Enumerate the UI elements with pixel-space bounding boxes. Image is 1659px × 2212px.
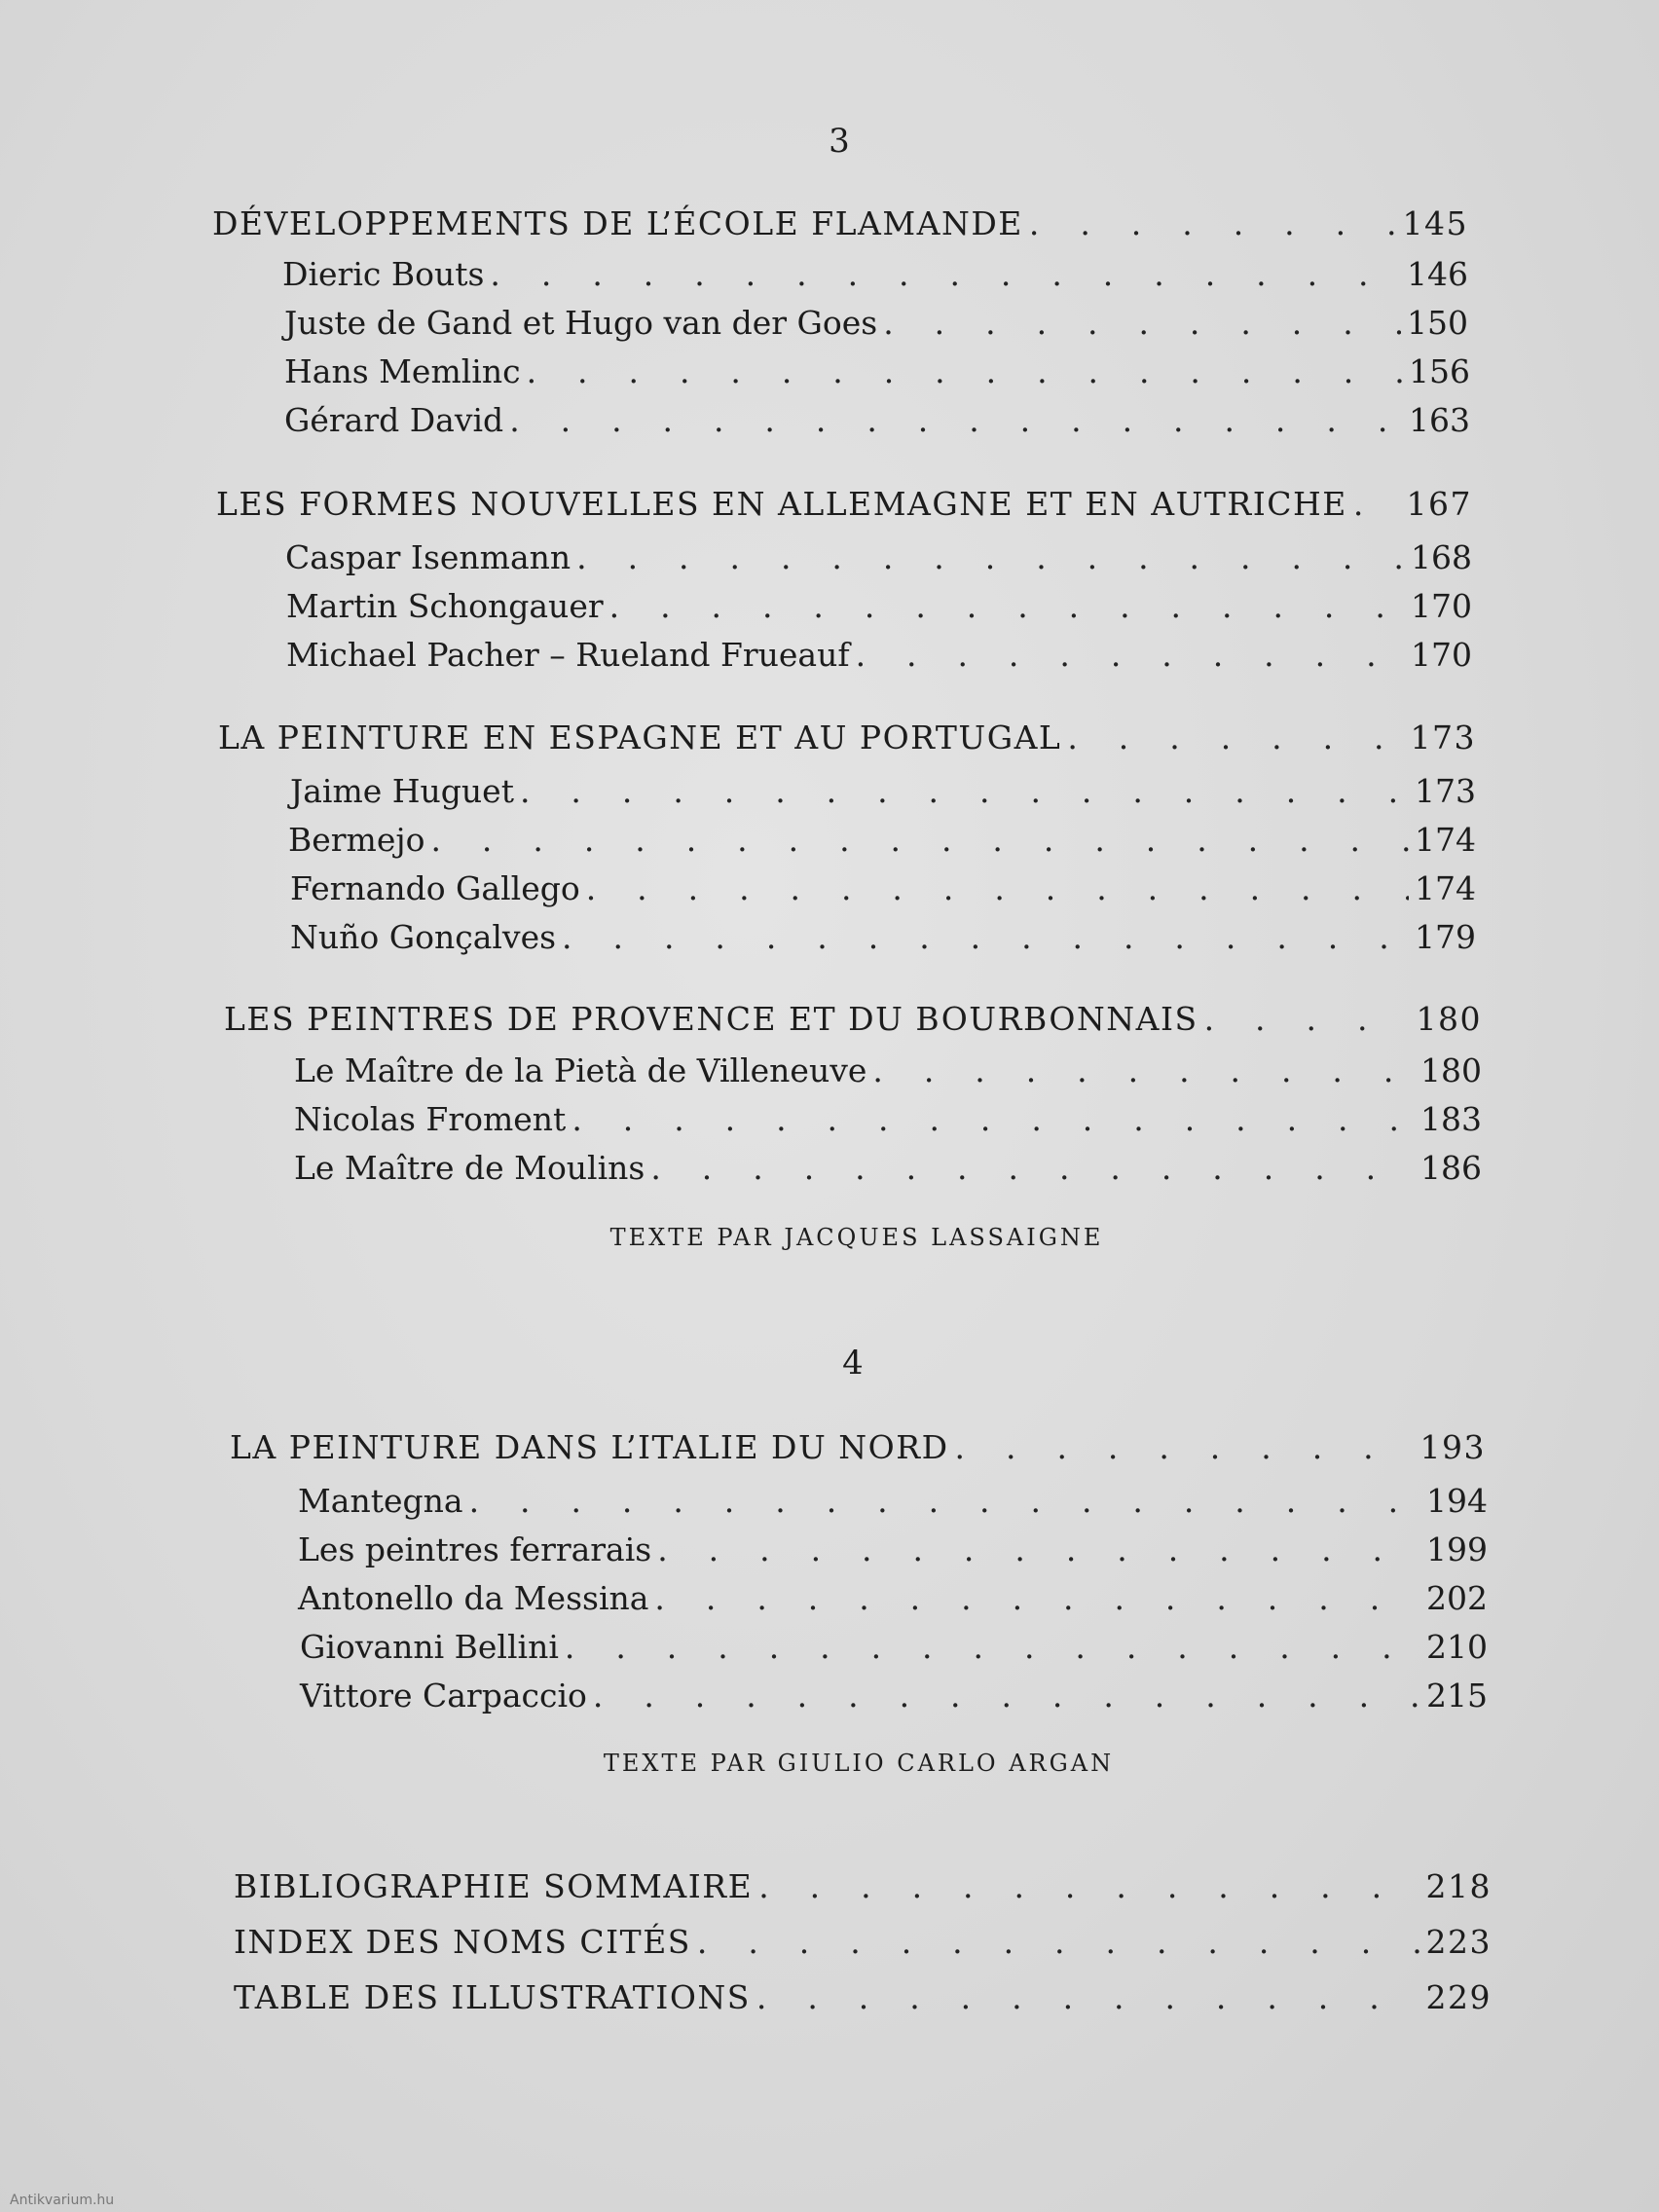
page-number: 199: [1426, 1530, 1488, 1568]
appendix-title: INDEX DES NOMS CITÉS: [234, 1923, 691, 1961]
dot-leader: [1029, 204, 1397, 242]
page-number: 173: [1415, 772, 1476, 810]
page-number: 229: [1425, 1978, 1492, 2016]
dot-leader: [430, 821, 1409, 859]
toc-entry[interactable]: [300, 1677, 1488, 1714]
entry-label: Les peintres ferrarais: [298, 1530, 652, 1568]
page-number: 167: [1406, 485, 1472, 523]
toc-entry[interactable]: [290, 772, 1476, 810]
page-number: 180: [1420, 1051, 1482, 1089]
page-number: 146: [1407, 255, 1468, 293]
author-byline: TEXTE PAR GIULIO CARLO ARGAN: [603, 1750, 1115, 1777]
page-number: 150: [1407, 304, 1468, 342]
toc-entry[interactable]: [294, 1149, 1482, 1187]
entry-label: Michael Pacher – Rueland Frueauf: [286, 636, 850, 674]
dot-leader: [1067, 719, 1404, 756]
watermark: Antikvarium.hu: [10, 2193, 115, 2208]
dot-leader: [650, 1149, 1415, 1187]
toc-entry[interactable]: [300, 1628, 1488, 1666]
dot-leader: [856, 636, 1405, 674]
page-number: 183: [1420, 1100, 1482, 1138]
toc-entry[interactable]: [290, 918, 1476, 956]
dot-leader: [469, 1482, 1420, 1520]
toc-entry[interactable]: [282, 255, 1468, 293]
dot-leader: [562, 918, 1409, 956]
toc-entry[interactable]: [286, 587, 1472, 625]
entry-label: Martin Schongauer: [286, 587, 604, 625]
page-number: 145: [1402, 204, 1468, 242]
section-title: LES PEINTRES DE PROVENCE ET DU BOURBONNAIS: [224, 1000, 1198, 1038]
dot-leader: [883, 304, 1401, 342]
dot-leader: [586, 869, 1409, 907]
entry-label: Juste de Gand et Hugo van der Goes: [284, 304, 878, 342]
dot-leader: [520, 772, 1409, 810]
toc-entry[interactable]: [285, 538, 1472, 576]
toc-section-heading[interactable]: [224, 1000, 1482, 1038]
page-number: 173: [1410, 719, 1476, 756]
toc-entry[interactable]: [284, 401, 1470, 439]
entry-label: Giovanni Bellini: [300, 1628, 559, 1666]
dot-leader: [609, 587, 1405, 625]
entry-label: Hans Memlinc: [284, 352, 521, 390]
entry-label: Le Maître de la Pietà de Villeneuve: [294, 1051, 867, 1089]
page-number: 174: [1415, 869, 1476, 907]
page-number: 210: [1426, 1628, 1488, 1666]
toc-entry[interactable]: [286, 636, 1472, 674]
section-title: LA PEINTURE EN ESPAGNE ET AU PORTUGAL: [218, 719, 1062, 756]
entry-label: Fernando Gallego: [290, 869, 580, 907]
page-number: 163: [1409, 401, 1470, 439]
entry-label: Nicolas Froment: [294, 1100, 567, 1138]
entry-label: Bermejo: [288, 821, 425, 859]
section-title: LES FORMES NOUVELLES EN ALLEMAGNE ET EN AUTRICHE: [216, 485, 1347, 523]
dot-leader: [593, 1677, 1420, 1714]
dot-leader: [872, 1051, 1415, 1089]
entry-label: Nuño Gonçalves: [290, 918, 557, 956]
toc-section-heading[interactable]: [218, 719, 1476, 756]
page-number: 193: [1419, 1428, 1486, 1466]
toc-section-heading[interactable]: [212, 204, 1468, 242]
dot-leader: [697, 1923, 1420, 1961]
page-number: 194: [1426, 1482, 1488, 1520]
page-number: 218: [1425, 1867, 1492, 1905]
page-number: 223: [1425, 1923, 1492, 1961]
toc-entry[interactable]: [298, 1530, 1488, 1568]
page-number: 174: [1415, 821, 1476, 859]
entry-label: Le Maître de Moulins: [294, 1149, 645, 1187]
dot-leader: [527, 352, 1403, 390]
dot-leader: [490, 255, 1401, 293]
page-number: 170: [1411, 636, 1472, 674]
toc-entry[interactable]: [294, 1100, 1482, 1138]
dot-leader: [756, 1978, 1420, 2016]
toc-section-heading[interactable]: [216, 485, 1472, 523]
appendix-title: TABLE DES ILLUSTRATIONS: [234, 1978, 751, 2016]
dot-leader: [509, 401, 1403, 439]
page-number: 179: [1415, 918, 1476, 956]
page-number: 156: [1409, 352, 1470, 390]
toc-entry[interactable]: [284, 352, 1470, 390]
page-number: 186: [1420, 1149, 1482, 1187]
entry-label: Mantegna: [298, 1482, 463, 1520]
dot-leader: [657, 1530, 1420, 1568]
toc-appendix-entry[interactable]: [234, 1923, 1492, 1961]
page-number: 180: [1416, 1000, 1482, 1038]
toc-entry[interactable]: [298, 1482, 1488, 1520]
dot-leader: [576, 538, 1405, 576]
section-title: DÉVELOPPEMENTS DE L’ÉCOLE FLAMANDE: [212, 204, 1023, 242]
appendix-title: BIBLIOGRAPHIE SOMMAIRE: [234, 1867, 754, 1905]
toc-entry[interactable]: [298, 1579, 1488, 1617]
toc-appendix-entry[interactable]: [234, 1978, 1492, 2016]
part-number-3: 3: [829, 122, 850, 161]
section-title: LA PEINTURE DANS L’ITALIE DU NORD: [230, 1428, 949, 1466]
part-number-4: 4: [842, 1344, 864, 1382]
dot-leader: [1204, 1000, 1411, 1038]
author-byline: TEXTE PAR JACQUES LASSAIGNE: [609, 1224, 1104, 1251]
page-number: 215: [1426, 1677, 1488, 1714]
toc-entry[interactable]: [288, 821, 1476, 859]
dot-leader: [654, 1579, 1420, 1617]
dot-leader: [1353, 485, 1401, 523]
dot-leader: [565, 1628, 1420, 1666]
entry-label: Caspar Isenmann: [285, 538, 571, 576]
entry-label: Dieric Bouts: [282, 255, 485, 293]
entry-label: Jaime Huguet: [290, 772, 514, 810]
toc-entry[interactable]: [284, 304, 1468, 342]
dot-leader: [571, 1100, 1415, 1138]
page-number: 202: [1426, 1579, 1488, 1617]
page-number: 168: [1411, 538, 1472, 576]
page-number: 170: [1411, 587, 1472, 625]
dot-leader: [758, 1867, 1419, 1905]
toc-section-heading[interactable]: [230, 1428, 1486, 1466]
dot-leader: [955, 1428, 1415, 1466]
entry-label: Antonello da Messina: [298, 1579, 649, 1617]
toc-appendix-entry[interactable]: [234, 1867, 1492, 1905]
toc-entry[interactable]: [294, 1051, 1482, 1089]
toc-entry[interactable]: [290, 869, 1476, 907]
entry-label: Vittore Carpaccio: [300, 1677, 587, 1714]
entry-label: Gérard David: [284, 401, 504, 439]
